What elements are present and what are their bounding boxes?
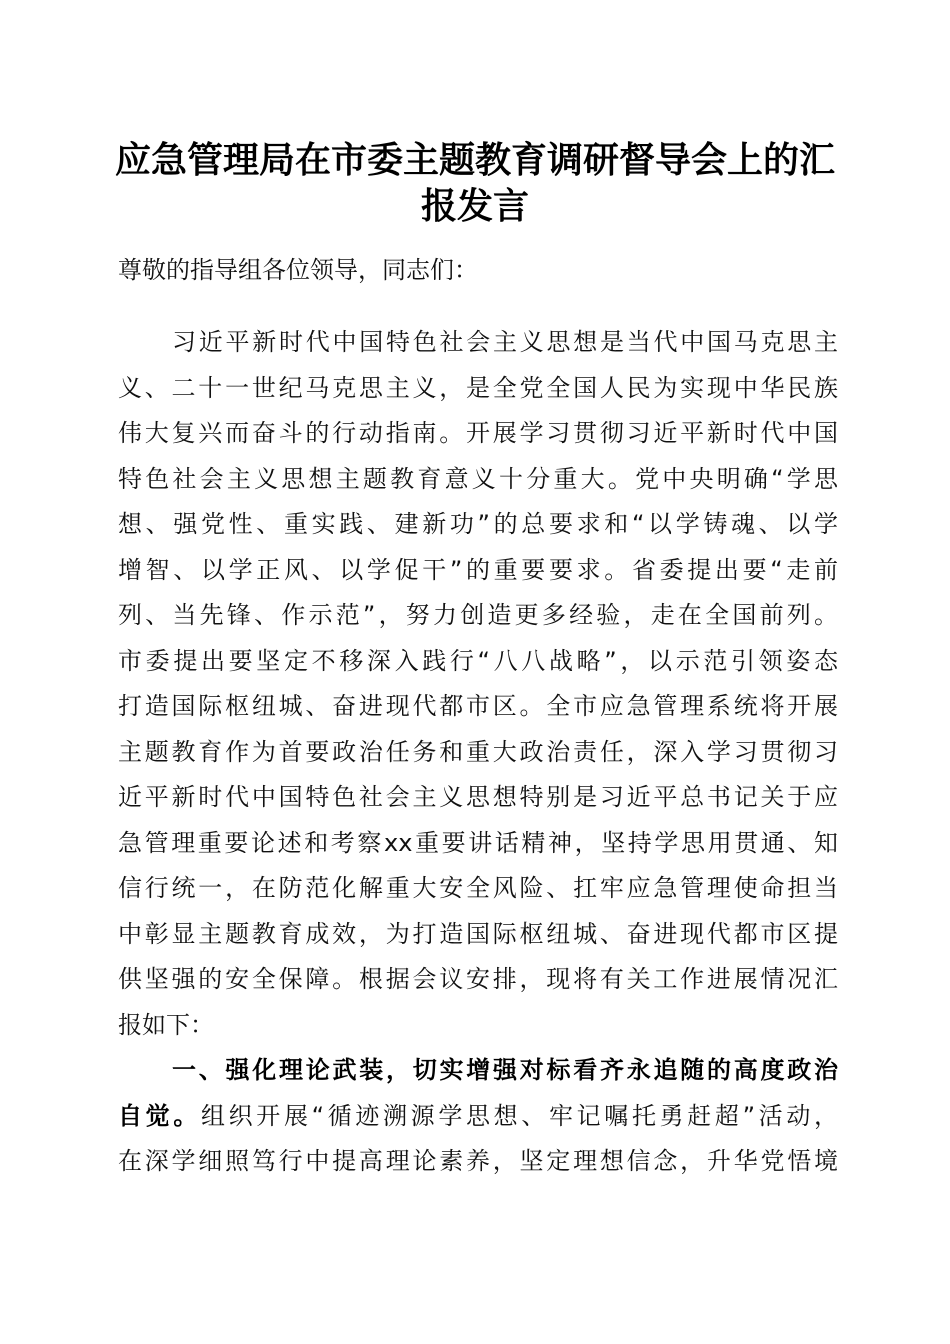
section-line [118,1101,838,1131]
section-heading: 一、强化理论武装，切实增强对标看齐永追随的高度政治 [172,1056,838,1084]
paragraph-line: 近平新时代中国特色社会主义思想特别是习近平总书记关于应 [118,783,838,811]
paragraph-line: 增智、以学正风、以学促干”的重要要求。省委提出要“走前 [118,556,838,584]
paragraph-line: 报如下： [118,1011,214,1039]
document-title-line-2: 报发言 [420,185,529,227]
paragraph-line: 习近平新时代中国特色社会主义思想是当代中国马克思主 [172,328,838,356]
section-line: 在深学细照笃行中提高理论素养，坚定理想信念，升华党悟境 [118,1147,838,1175]
paragraph-line: 信行统一，在防范化解重大安全风险、扛牢应急管理使命担当 [118,874,838,902]
paragraph-line: 特色社会主义思想主题教育意义十分重大。党中央明确“学思 [118,465,838,493]
salutation: 尊敬的指导组各位领导，同志们： [118,256,478,284]
paragraph-line: 市委提出要坚定不移深入践行“八八战略”，以示范引领姿态 [118,647,838,675]
paragraph-line: 供坚强的安全保障。根据会议安排，现将有关工作进展情况汇 [118,965,838,993]
paragraph-line: 想、强党性、重实践、建新功”的总要求和“以学铸魂、以学 [118,510,838,538]
section-heading-end: 自觉。 [118,1102,201,1130]
paragraph-line: 主题教育作为首要政治任务和重大政治责任，深入学习贯彻习 [118,738,838,766]
section-text: 组织开展“循迹溯源学思想、牢记嘱托勇赶超”活动， [200,1102,838,1130]
paragraph-line: 义、二十一世纪马克思主义，是全党全国人民为实现中华民族 [118,374,838,402]
paragraph-line: 中彰显主题教育成效，为打造国际枢纽城、奋进现代都市区提 [118,920,838,948]
paragraph-line: 打造国际枢纽城、奋进现代都市区。全市应急管理系统将开展 [118,692,838,720]
paragraph-line: 急管理重要论述和考察xx重要讲话精神，坚持学思用贯通、知 [118,829,838,857]
paragraph-line: 伟大复兴而奋斗的行动指南。开展学习贯彻习近平新时代中国 [118,419,838,447]
paragraph-line: 列、当先锋、作示范”，努力创造更多经验，走在全国前列。 [118,601,838,629]
document-title-line-1: 应急管理局在市委主题教育调研督导会上的汇 [114,139,835,181]
